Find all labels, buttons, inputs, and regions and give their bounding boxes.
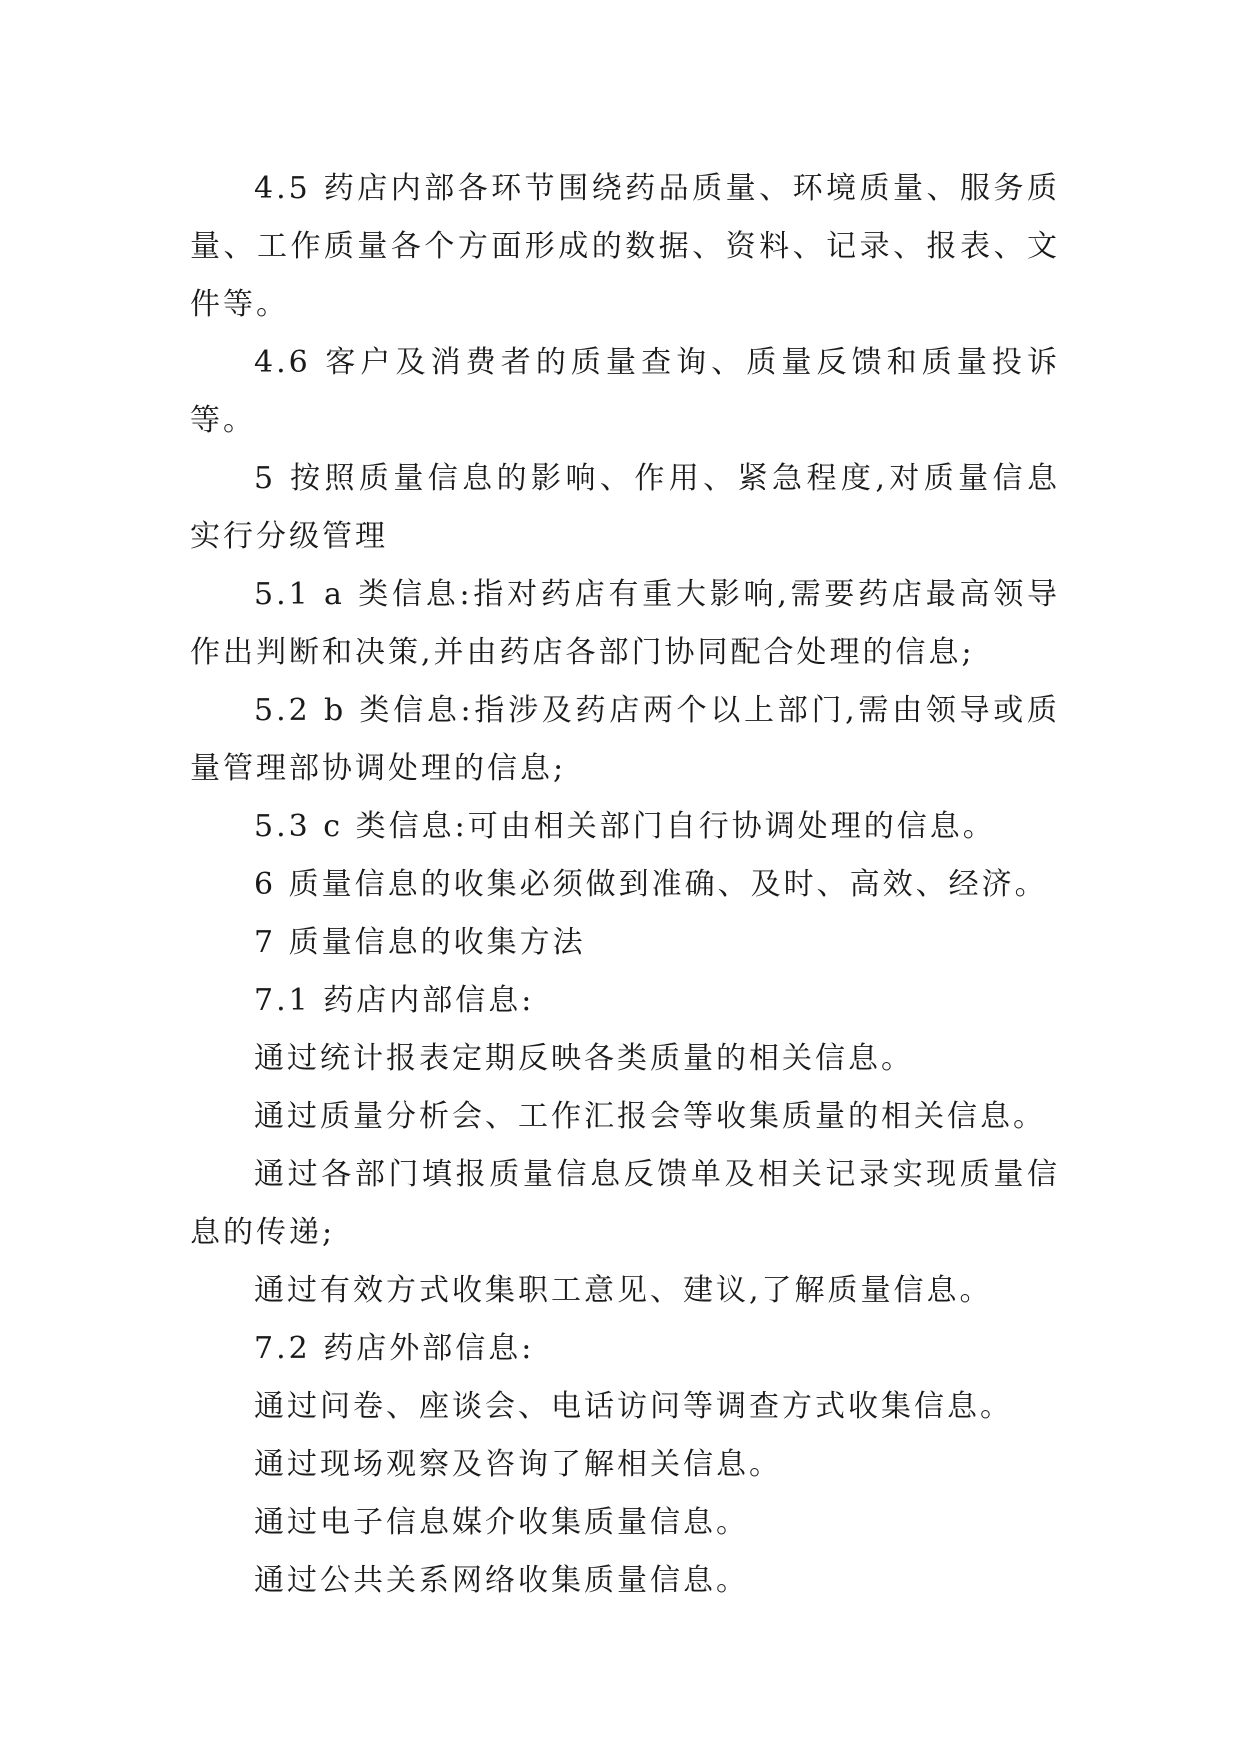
paragraph-external-4: 通过公共关系网络收集质量信息。 <box>254 1563 749 1598</box>
paragraph-external-2: 通过现场观察及咨询了解相关信息。 <box>254 1447 782 1482</box>
paragraph-5-3: 5.3 c 类信息:可由相关部门自行协调处理的信息。 <box>254 809 996 844</box>
paragraph-7-2: 7.2 药店外部信息: <box>254 1331 535 1366</box>
paragraph-5-1: 5.1 a 类信息:指对药店有重大影响,需要药店最高领导作出判断和决策,并由药店各部门协同配合处理的信息; <box>190 577 1060 670</box>
paragraph-external-1: 通过问卷、座谈会、电话访问等调查方式收集信息。 <box>254 1389 1013 1424</box>
document-body <box>190 160 1060 1610</box>
paragraph-internal-4: 通过有效方式收集职工意见、建议,了解质量信息。 <box>254 1273 993 1308</box>
paragraph-internal-1: 通过统计报表定期反映各类质量的相关信息。 <box>254 1041 914 1076</box>
paragraph-6: 6 质量信息的收集必须做到准确、及时、高效、经济。 <box>254 867 1048 902</box>
paragraph-7-1: 7.1 药店内部信息: <box>254 983 535 1018</box>
paragraph-external-3: 通过电子信息媒介收集质量信息。 <box>254 1505 749 1540</box>
paragraph-5: 5 按照质量信息的影响、作用、紧急程度,对质量信息实行分级管理 <box>190 461 1060 554</box>
paragraph-5-2: 5.2 b 类信息:指涉及药店两个以上部门,需由领导或质量管理部协调处理的信息; <box>190 693 1060 786</box>
paragraph-4-5: 4.5 药店内部各环节围绕药品质量、环境质量、服务质量、工作质量各个方面形成的数据、资料、记录、报表、文件等。 <box>190 171 1060 322</box>
paragraph-internal-3: 通过各部门填报质量信息反馈单及相关记录实现质量信息的传递; <box>190 1157 1060 1250</box>
paragraph-7: 7 质量信息的收集方法 <box>254 925 586 960</box>
paragraph-4-6: 4.6 客户及消费者的质量查询、质量反馈和质量投诉等。 <box>190 345 1060 438</box>
paragraph-internal-2: 通过质量分析会、工作汇报会等收集质量的相关信息。 <box>254 1099 1046 1134</box>
